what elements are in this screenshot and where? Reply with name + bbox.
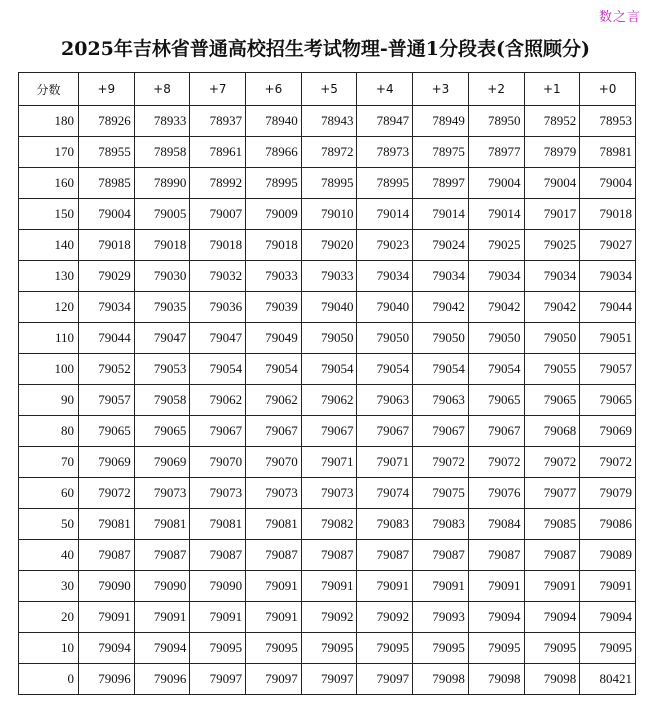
cumulative-count-cell: 79065: [468, 385, 524, 416]
cumulative-count-cell: 79029: [79, 261, 135, 292]
table-row: [19, 199, 636, 230]
cumulative-count-cell: 79009: [246, 199, 302, 230]
table-row: [19, 416, 636, 447]
score-cell: 180: [19, 106, 79, 137]
cumulative-count-cell: 79039: [246, 292, 302, 323]
table-row: [19, 354, 636, 385]
cumulative-count-cell: 79014: [357, 199, 413, 230]
cumulative-count-cell: 79014: [468, 199, 524, 230]
cumulative-count-cell: 79063: [413, 385, 469, 416]
cumulative-count-cell: 79071: [301, 447, 357, 478]
cumulative-count-cell: 79030: [134, 261, 190, 292]
cumulative-count-cell: 79054: [246, 354, 302, 385]
column-header: +7: [190, 73, 246, 106]
score-distribution-table: [18, 72, 636, 695]
cumulative-count-cell: 79050: [413, 323, 469, 354]
cumulative-count-cell: 79025: [468, 230, 524, 261]
cumulative-count-cell: 79095: [524, 633, 580, 664]
cumulative-count-cell: 79087: [524, 540, 580, 571]
cumulative-count-cell: 79095: [301, 633, 357, 664]
cumulative-count-cell: 79020: [301, 230, 357, 261]
cumulative-count-cell: 79005: [134, 199, 190, 230]
table-row: [19, 571, 636, 602]
cumulative-count-cell: 79091: [246, 571, 302, 602]
cumulative-count-cell: 79032: [190, 261, 246, 292]
table-row: [19, 509, 636, 540]
cumulative-count-cell: 79075: [413, 478, 469, 509]
cumulative-count-cell: 79065: [134, 416, 190, 447]
cumulative-count-cell: 79087: [190, 540, 246, 571]
cumulative-count-cell: 79068: [524, 416, 580, 447]
cumulative-count-cell: 79093: [413, 602, 469, 633]
cumulative-count-cell: 79091: [190, 602, 246, 633]
cumulative-count-cell: 79067: [357, 416, 413, 447]
score-cell: 50: [19, 509, 79, 540]
column-header: +6: [246, 73, 302, 106]
score-cell: 60: [19, 478, 79, 509]
cumulative-count-cell: 79069: [580, 416, 636, 447]
table-row: [19, 106, 636, 137]
table-row: [19, 168, 636, 199]
cumulative-count-cell: 79095: [357, 633, 413, 664]
cumulative-count-cell: 79098: [468, 664, 524, 695]
cumulative-count-cell: 78943: [301, 106, 357, 137]
cumulative-count-cell: 79057: [79, 385, 135, 416]
cumulative-count-cell: 79095: [580, 633, 636, 664]
column-header: +1: [524, 73, 580, 106]
cumulative-count-cell: 79067: [468, 416, 524, 447]
score-cell: 130: [19, 261, 79, 292]
cumulative-count-cell: 79081: [190, 509, 246, 540]
cumulative-count-cell: 79017: [524, 199, 580, 230]
cumulative-count-cell: 79034: [580, 261, 636, 292]
table-row: [19, 292, 636, 323]
table-header-row: [19, 73, 636, 106]
score-cell: 70: [19, 447, 79, 478]
cumulative-count-cell: 79036: [190, 292, 246, 323]
cumulative-count-cell: 79027: [580, 230, 636, 261]
cumulative-count-cell: 79040: [357, 292, 413, 323]
cumulative-count-cell: 79072: [580, 447, 636, 478]
cumulative-count-cell: 79062: [301, 385, 357, 416]
cumulative-count-cell: 79072: [413, 447, 469, 478]
cumulative-count-cell: 78995: [301, 168, 357, 199]
cumulative-count-cell: 79095: [190, 633, 246, 664]
cumulative-count-cell: 79055: [524, 354, 580, 385]
cumulative-count-cell: 79094: [580, 602, 636, 633]
cumulative-count-cell: 79040: [301, 292, 357, 323]
cumulative-count-cell: 79034: [468, 261, 524, 292]
score-cell: 0: [19, 664, 79, 695]
cumulative-count-cell: 78990: [134, 168, 190, 199]
cumulative-count-cell: 79073: [190, 478, 246, 509]
cumulative-count-cell: 79095: [246, 633, 302, 664]
cumulative-count-cell: 78940: [246, 106, 302, 137]
score-cell: 80: [19, 416, 79, 447]
cumulative-count-cell: 79091: [79, 602, 135, 633]
cumulative-count-cell: 79062: [246, 385, 302, 416]
cumulative-count-cell: 79004: [524, 168, 580, 199]
cumulative-count-cell: 79042: [524, 292, 580, 323]
cumulative-count-cell: 78992: [190, 168, 246, 199]
cumulative-count-cell: 79094: [79, 633, 135, 664]
cumulative-count-cell: 79098: [413, 664, 469, 695]
column-header: +5: [301, 73, 357, 106]
cumulative-count-cell: 79083: [413, 509, 469, 540]
score-cell: 120: [19, 292, 79, 323]
cumulative-count-cell: 78958: [134, 137, 190, 168]
cumulative-count-cell: 78966: [246, 137, 302, 168]
table-row: [19, 633, 636, 664]
cumulative-count-cell: 79034: [79, 292, 135, 323]
score-cell: 90: [19, 385, 79, 416]
cumulative-count-cell: 78947: [357, 106, 413, 137]
column-header: +2: [468, 73, 524, 106]
cumulative-count-cell: 79050: [468, 323, 524, 354]
cumulative-count-cell: 79042: [413, 292, 469, 323]
cumulative-count-cell: 79062: [190, 385, 246, 416]
cumulative-count-cell: 78937: [190, 106, 246, 137]
cumulative-count-cell: 79090: [134, 571, 190, 602]
table-row: [19, 261, 636, 292]
cumulative-count-cell: 79087: [357, 540, 413, 571]
cumulative-count-cell: 79092: [301, 602, 357, 633]
watermark: 数之言: [598, 10, 641, 25]
cumulative-count-cell: 79073: [246, 478, 302, 509]
cumulative-count-cell: 79050: [301, 323, 357, 354]
cumulative-count-cell: 79091: [246, 602, 302, 633]
cumulative-count-cell: 78933: [134, 106, 190, 137]
cumulative-count-cell: 79083: [357, 509, 413, 540]
cumulative-count-cell: 80421: [580, 664, 636, 695]
cumulative-count-cell: 79044: [580, 292, 636, 323]
score-cell: 30: [19, 571, 79, 602]
cumulative-count-cell: 79054: [357, 354, 413, 385]
cumulative-count-cell: 79010: [301, 199, 357, 230]
cumulative-count-cell: 79065: [580, 385, 636, 416]
cumulative-count-cell: 79076: [468, 478, 524, 509]
cumulative-count-cell: 79054: [190, 354, 246, 385]
cumulative-count-cell: 79049: [246, 323, 302, 354]
cumulative-count-cell: 79004: [79, 199, 135, 230]
cumulative-count-cell: 79057: [580, 354, 636, 385]
table-row: [19, 478, 636, 509]
cumulative-count-cell: 79092: [357, 602, 413, 633]
cumulative-count-cell: 79018: [246, 230, 302, 261]
cumulative-count-cell: 78961: [190, 137, 246, 168]
cumulative-count-cell: 79091: [468, 571, 524, 602]
cumulative-count-cell: 79047: [190, 323, 246, 354]
cumulative-count-cell: 79050: [524, 323, 580, 354]
column-header: +0: [580, 73, 636, 106]
cumulative-count-cell: 79073: [134, 478, 190, 509]
cumulative-count-cell: 79091: [580, 571, 636, 602]
score-cell: 10: [19, 633, 79, 664]
table-row: [19, 137, 636, 168]
cumulative-count-cell: 79091: [413, 571, 469, 602]
score-cell: 110: [19, 323, 79, 354]
cumulative-count-cell: 79034: [524, 261, 580, 292]
cumulative-count-cell: 79094: [468, 602, 524, 633]
cumulative-count-cell: 79085: [524, 509, 580, 540]
cumulative-count-cell: 78985: [79, 168, 135, 199]
cumulative-count-cell: 79084: [468, 509, 524, 540]
cumulative-count-cell: 79067: [246, 416, 302, 447]
cumulative-count-cell: 79087: [79, 540, 135, 571]
cumulative-count-cell: 79077: [524, 478, 580, 509]
cumulative-count-cell: 78973: [357, 137, 413, 168]
cumulative-count-cell: 79007: [190, 199, 246, 230]
cumulative-count-cell: 79034: [357, 261, 413, 292]
score-cell: 150: [19, 199, 79, 230]
cumulative-count-cell: 78950: [468, 106, 524, 137]
page-title: 2025年吉林省普通高校招生考试物理-普通1分段表(含照顾分): [61, 38, 590, 60]
cumulative-count-cell: 79072: [79, 478, 135, 509]
cumulative-count-cell: 79004: [468, 168, 524, 199]
cumulative-count-cell: 79025: [524, 230, 580, 261]
cumulative-count-cell: 79073: [301, 478, 357, 509]
cumulative-count-cell: 79065: [79, 416, 135, 447]
cumulative-count-cell: 79091: [357, 571, 413, 602]
cumulative-count-cell: 79087: [246, 540, 302, 571]
cumulative-count-cell: 79004: [580, 168, 636, 199]
cumulative-count-cell: 79087: [301, 540, 357, 571]
table-row: [19, 385, 636, 416]
cumulative-count-cell: 79069: [134, 447, 190, 478]
table-body: [19, 106, 636, 695]
cumulative-count-cell: 79067: [413, 416, 469, 447]
cumulative-count-cell: 79087: [468, 540, 524, 571]
cumulative-count-cell: 78979: [524, 137, 580, 168]
cumulative-count-cell: 79067: [301, 416, 357, 447]
cumulative-count-cell: 79050: [357, 323, 413, 354]
cumulative-count-cell: 79091: [134, 602, 190, 633]
cumulative-count-cell: 79047: [134, 323, 190, 354]
table-row: [19, 230, 636, 261]
cumulative-count-cell: 79014: [413, 199, 469, 230]
cumulative-count-cell: 79018: [79, 230, 135, 261]
cumulative-count-cell: 78952: [524, 106, 580, 137]
cumulative-count-cell: 79097: [301, 664, 357, 695]
score-cell: 100: [19, 354, 79, 385]
cumulative-count-cell: 79091: [524, 571, 580, 602]
cumulative-count-cell: 79067: [190, 416, 246, 447]
cumulative-count-cell: 79087: [134, 540, 190, 571]
cumulative-count-cell: 79096: [134, 664, 190, 695]
cumulative-count-cell: 79018: [580, 199, 636, 230]
cumulative-count-cell: 79072: [524, 447, 580, 478]
cumulative-count-cell: 78949: [413, 106, 469, 137]
cumulative-count-cell: 78926: [79, 106, 135, 137]
cumulative-count-cell: 78995: [246, 168, 302, 199]
table-row: [19, 664, 636, 695]
cumulative-count-cell: 79069: [79, 447, 135, 478]
cumulative-count-cell: 78977: [468, 137, 524, 168]
cumulative-count-cell: 79053: [134, 354, 190, 385]
cumulative-count-cell: 79095: [413, 633, 469, 664]
cumulative-count-cell: 79044: [79, 323, 135, 354]
cumulative-count-cell: 79086: [580, 509, 636, 540]
cumulative-count-cell: 79042: [468, 292, 524, 323]
column-header-score: 分数: [19, 73, 79, 106]
cumulative-count-cell: 79097: [190, 664, 246, 695]
cumulative-count-cell: 79094: [524, 602, 580, 633]
cumulative-count-cell: 79052: [79, 354, 135, 385]
cumulative-count-cell: 79058: [134, 385, 190, 416]
column-header: +4: [357, 73, 413, 106]
cumulative-count-cell: 79090: [190, 571, 246, 602]
cumulative-count-cell: 79081: [79, 509, 135, 540]
cumulative-count-cell: 79074: [357, 478, 413, 509]
cumulative-count-cell: 79071: [357, 447, 413, 478]
score-cell: 40: [19, 540, 79, 571]
score-cell: 140: [19, 230, 79, 261]
table-row: [19, 447, 636, 478]
cumulative-count-cell: 79095: [468, 633, 524, 664]
cumulative-count-cell: 79018: [190, 230, 246, 261]
cumulative-count-cell: 78955: [79, 137, 135, 168]
score-cell: 160: [19, 168, 79, 199]
cumulative-count-cell: 79054: [413, 354, 469, 385]
cumulative-count-cell: 78997: [413, 168, 469, 199]
cumulative-count-cell: 78981: [580, 137, 636, 168]
cumulative-count-cell: 79087: [413, 540, 469, 571]
cumulative-count-cell: 79090: [79, 571, 135, 602]
cumulative-count-cell: 79054: [301, 354, 357, 385]
cumulative-count-cell: 78972: [301, 137, 357, 168]
table-row: [19, 323, 636, 354]
cumulative-count-cell: 79082: [301, 509, 357, 540]
score-cell: 20: [19, 602, 79, 633]
cumulative-count-cell: 79070: [190, 447, 246, 478]
cumulative-count-cell: 79023: [357, 230, 413, 261]
cumulative-count-cell: 79089: [580, 540, 636, 571]
cumulative-count-cell: 79081: [246, 509, 302, 540]
cumulative-count-cell: 79091: [301, 571, 357, 602]
score-cell: 170: [19, 137, 79, 168]
cumulative-count-cell: 79070: [246, 447, 302, 478]
cumulative-count-cell: 79081: [134, 509, 190, 540]
cumulative-count-cell: 79096: [79, 664, 135, 695]
cumulative-count-cell: 79098: [524, 664, 580, 695]
cumulative-count-cell: 79094: [134, 633, 190, 664]
cumulative-count-cell: 79072: [468, 447, 524, 478]
column-header: +3: [413, 73, 469, 106]
cumulative-count-cell: 79054: [468, 354, 524, 385]
cumulative-count-cell: 79033: [301, 261, 357, 292]
cumulative-count-cell: 78995: [357, 168, 413, 199]
cumulative-count-cell: 79035: [134, 292, 190, 323]
cumulative-count-cell: 79034: [413, 261, 469, 292]
cumulative-count-cell: 78975: [413, 137, 469, 168]
cumulative-count-cell: 79051: [580, 323, 636, 354]
cumulative-count-cell: 79018: [134, 230, 190, 261]
cumulative-count-cell: 79063: [357, 385, 413, 416]
table-row: [19, 602, 636, 633]
cumulative-count-cell: 79033: [246, 261, 302, 292]
column-header: +8: [134, 73, 190, 106]
cumulative-count-cell: 79079: [580, 478, 636, 509]
cumulative-count-cell: 79097: [357, 664, 413, 695]
cumulative-count-cell: 78953: [580, 106, 636, 137]
column-header: +9: [79, 73, 135, 106]
table-row: [19, 540, 636, 571]
cumulative-count-cell: 79097: [246, 664, 302, 695]
cumulative-count-cell: 79065: [524, 385, 580, 416]
cumulative-count-cell: 79024: [413, 230, 469, 261]
